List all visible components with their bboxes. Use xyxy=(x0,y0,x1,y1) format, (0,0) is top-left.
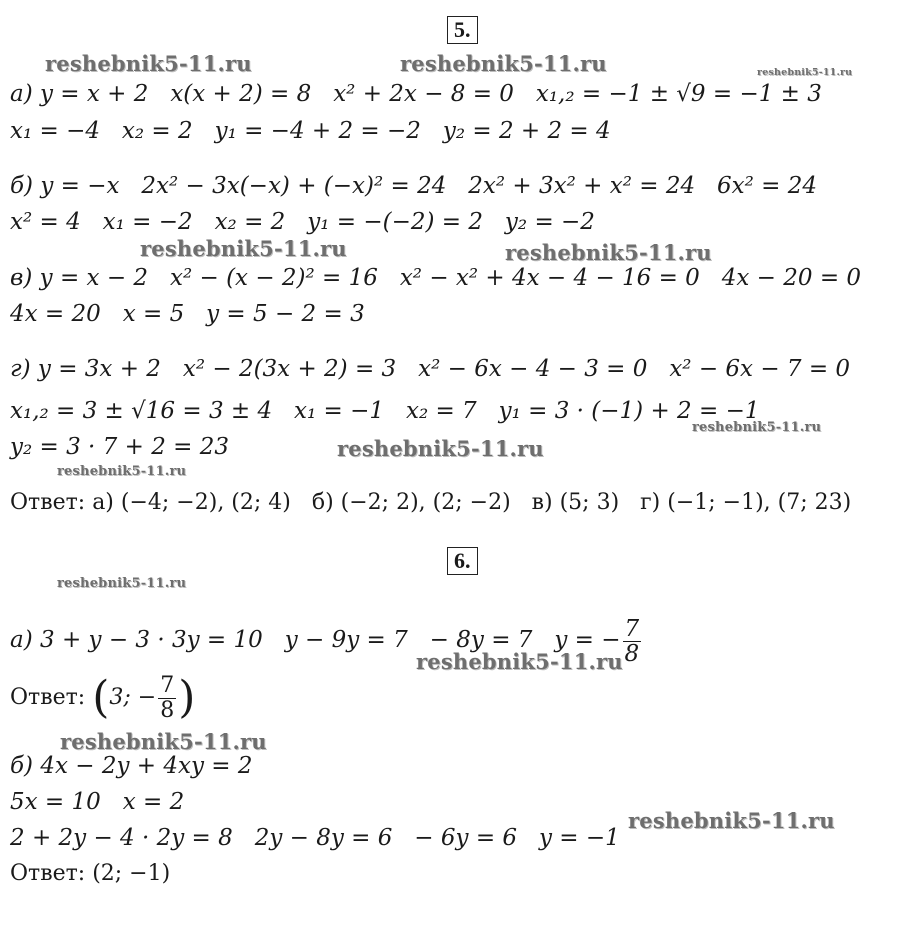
problem-6-line-a-text: а) 3 + y − 3 · 3y = 10 y − 9y = 7 − 8y = 7 y = − xyxy=(10,627,621,653)
fraction-numerator: 7 xyxy=(160,672,175,698)
problem-5-line-1: а) y = x + 2 x(x + 2) = 8 x² + 2x − 8 = 0 x₁,₂ = −1 ± √9 = −1 ± 3 xyxy=(10,81,822,107)
problem-5-line-6: 4x = 20 x = 5 y = 5 − 2 = 3 xyxy=(10,301,365,327)
problem-6-line-b1: б) 4x − 2y + 4xy = 2 xyxy=(10,753,253,779)
problem-6-line-b2: 5x = 10 x = 2 xyxy=(10,789,185,815)
problem-5-line-8: x₁,₂ = 3 ± √16 = 3 ± 4 x₁ = −1 x₂ = 7 y₁ = 3 · (−1) + 2 = −1 xyxy=(10,398,760,424)
watermark: reshebnik5-11.ru xyxy=(628,808,835,833)
problem-5-number: 5. xyxy=(447,16,478,44)
problem-6-answer-b: Ответ: (2; −1) xyxy=(10,861,171,886)
watermark: reshebnik5-11.ru xyxy=(57,464,187,479)
problem-5-line-4: x² = 4 x₁ = −2 x₂ = 2 y₁ = −(−2) = 2 y₂ = −2 xyxy=(10,209,595,235)
fraction-denominator: 8 xyxy=(624,640,640,667)
watermark: reshebnik5-11.ru xyxy=(337,436,544,461)
watermark: reshebnik5-11.ru xyxy=(45,51,252,76)
fraction-7-8 xyxy=(623,617,642,666)
fraction-7-8-answer xyxy=(158,674,176,723)
problem-6-line-b3: 2 + 2y − 4 · 2y = 8 2y − 8y = 6 − 6y = 6 y = −1 xyxy=(10,825,620,851)
watermark: reshebnik5-11.ru xyxy=(692,420,822,435)
watermark: reshebnik5-11.ru xyxy=(400,51,607,76)
watermark: reshebnik5-11.ru xyxy=(757,67,853,78)
problem-5-line-7: г) y = 3x + 2 x² − 2(3x + 2) = 3 x² − 6x − 4 − 3 = 0 x² − 6x − 7 = 0 xyxy=(10,356,851,382)
problem-5-line-9: y₂ = 3 · 7 + 2 = 23 xyxy=(10,434,229,460)
watermark: reshebnik5-11.ru xyxy=(416,649,623,674)
problem-5-line-5: в) y = x − 2 x² − (x − 2)² = 16 x² − x² + 4x − 4 − 16 = 0 4x − 20 = 0 xyxy=(10,265,862,291)
problem-6-answer-a xyxy=(10,670,195,726)
fraction-numerator: 7 xyxy=(624,615,640,642)
problem-5-line-2: x₁ = −4 x₂ = 2 y₁ = −4 + 2 = −2 y₂ = 2 + 2 = 4 xyxy=(10,118,611,144)
fraction-denominator: 8 xyxy=(160,697,175,723)
paren-open: ( xyxy=(92,672,110,723)
watermark: reshebnik5-11.ru xyxy=(140,236,347,261)
paren-close: ) xyxy=(178,672,196,723)
problem-6-number: 6. xyxy=(447,547,478,575)
watermark: reshebnik5-11.ru xyxy=(505,240,712,265)
problem-5-answer: Ответ: а) (−4; −2), (2; 4) б) (−2; 2), (2; −2) в) (5; 3) г) (−1; −1), (7; 23) xyxy=(10,490,852,515)
watermark: reshebnik5-11.ru xyxy=(60,729,267,754)
watermark: reshebnik5-11.ru xyxy=(57,576,187,591)
answer-a-inner: 3; − xyxy=(109,685,157,710)
problem-5-line-3: б) y = −x 2x² − 3x(−x) + (−x)² = 24 2x² + 3x² + x² = 24 6x² = 24 xyxy=(10,173,817,199)
answer-label: Ответ: xyxy=(10,685,93,710)
